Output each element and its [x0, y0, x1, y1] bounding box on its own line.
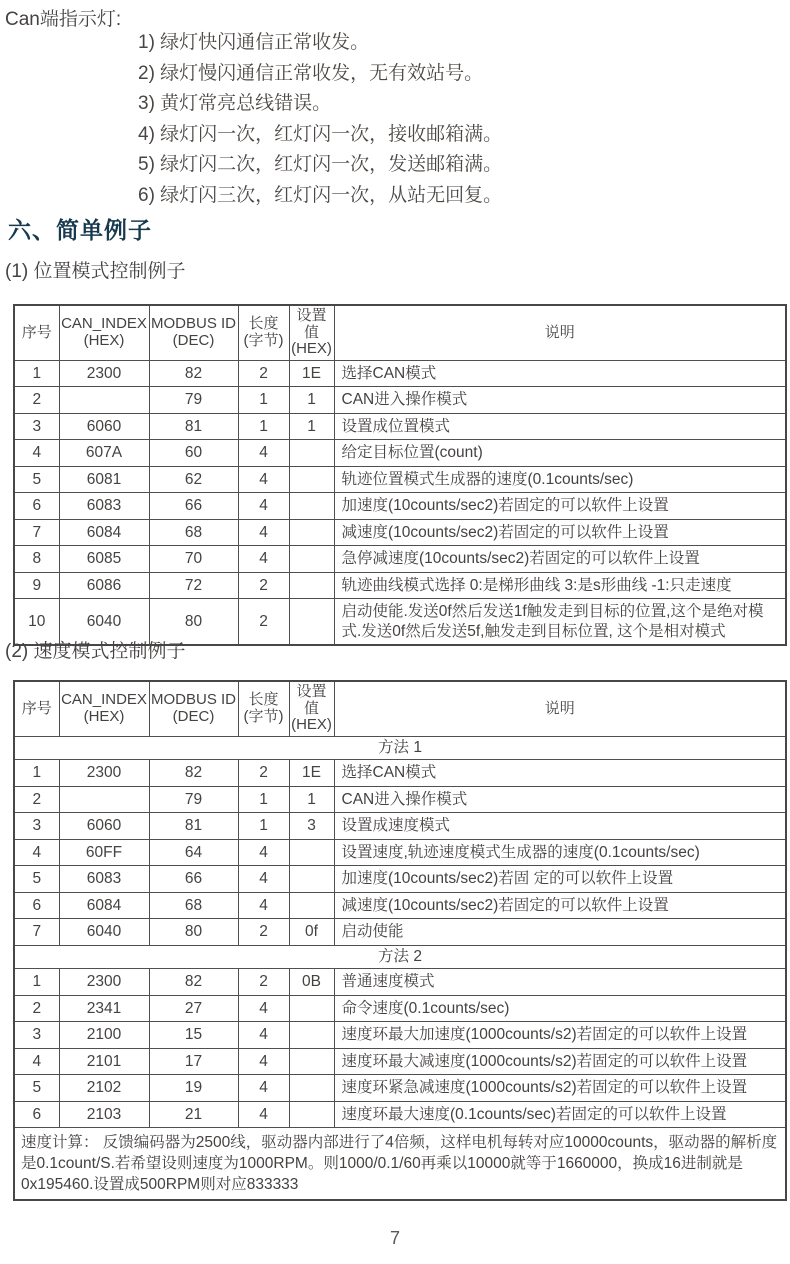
- table-cell: 2101: [59, 1048, 149, 1075]
- table-cell: 6084: [59, 519, 149, 546]
- table-cell: 68: [149, 519, 238, 546]
- table-cell: 0B: [289, 969, 334, 996]
- table-row: [14, 919, 786, 946]
- table-cell: 急停减速度(10counts/sec2)若固定的可以软件上设置: [334, 546, 786, 573]
- table-cell: 轨迹曲线模式选择 0:是梯形曲线 3:是s形曲线 -1:只走速度: [334, 572, 786, 599]
- table-cell: 2300: [59, 760, 149, 787]
- position-mode-table: [13, 304, 787, 646]
- table-cell: 7: [14, 919, 59, 946]
- table-cell: 15: [149, 1022, 238, 1049]
- header-seq: 序号: [14, 681, 59, 736]
- table-cell: 2100: [59, 1022, 149, 1049]
- list-item: 3) 黄灯常亮总线错误。: [138, 93, 332, 114]
- table-cell: [289, 572, 334, 599]
- table-cell: 1: [238, 413, 289, 440]
- table-cell: 6083: [59, 493, 149, 520]
- table-row: [14, 387, 786, 414]
- table-cell: 轨迹位置模式生成器的速度(0.1counts/sec): [334, 466, 786, 493]
- table-cell: 4: [238, 1101, 289, 1128]
- table-cell: [289, 599, 334, 646]
- table-cell: 1: [238, 387, 289, 414]
- example1-title: (1) 位置模式控制例子: [5, 261, 186, 282]
- table-row: [14, 1022, 786, 1049]
- table-row: [14, 413, 786, 440]
- table-cell: 4: [238, 892, 289, 919]
- header-description: 说明: [334, 305, 786, 360]
- table-cell: 6060: [59, 413, 149, 440]
- table-cell: 4: [238, 440, 289, 467]
- table-cell: 4: [238, 519, 289, 546]
- table-cell: 速度环最大加速度(1000counts/s2)若固定的可以软件上设置: [334, 1022, 786, 1049]
- table-cell: 4: [238, 1022, 289, 1049]
- table-cell: 1: [238, 786, 289, 813]
- table-cell: 80: [149, 599, 238, 646]
- table-cell: 速度环紧急减速度(1000counts/s2)若固定的可以软件上设置: [334, 1075, 786, 1102]
- table-cell: 1: [289, 786, 334, 813]
- table-cell: 设置成速度模式: [334, 813, 786, 840]
- table-cell: 4: [14, 1048, 59, 1075]
- table-cell: 2: [238, 969, 289, 996]
- header-description: 说明: [334, 681, 786, 736]
- table-row: [14, 839, 786, 866]
- table-cell: 6: [14, 892, 59, 919]
- page-number: 7: [389, 1228, 400, 1248]
- table-cell: [289, 1022, 334, 1049]
- table-cell: 3: [14, 413, 59, 440]
- table-cell: 21: [149, 1101, 238, 1128]
- table-cell: 66: [149, 493, 238, 520]
- table-cell: 60: [149, 440, 238, 467]
- table-cell: [289, 440, 334, 467]
- table-cell: 加速度(10counts/sec2)若固 定的可以软件上设置: [334, 866, 786, 893]
- table-cell: [289, 866, 334, 893]
- table-cell: 82: [149, 360, 238, 387]
- list-item: 4) 绿灯闪一次，红灯闪一次，接收邮箱满。: [138, 123, 503, 145]
- table-cell: 8: [14, 546, 59, 573]
- table-cell: 设置速度,轨迹速度模式生成器的速度(0.1counts/sec): [334, 839, 786, 866]
- table-cell: 81: [149, 413, 238, 440]
- table-cell: 6083: [59, 866, 149, 893]
- table-cell: 选择CAN模式: [334, 360, 786, 387]
- table-cell: 2: [238, 760, 289, 787]
- table-cell: 79: [149, 786, 238, 813]
- table-cell: 64: [149, 839, 238, 866]
- table-cell: 1E: [289, 360, 334, 387]
- table-cell: 4: [14, 440, 59, 467]
- table-cell: 27: [149, 995, 238, 1022]
- table-cell: [59, 387, 149, 414]
- table-cell: 5: [14, 466, 59, 493]
- table-cell: 4: [238, 493, 289, 520]
- table-cell: 4: [238, 995, 289, 1022]
- table-cell: [289, 546, 334, 573]
- table-cell: 82: [149, 760, 238, 787]
- table-row: [14, 866, 786, 893]
- table-row: [14, 360, 786, 387]
- table-cell: 79: [149, 387, 238, 414]
- table-cell: 66: [149, 866, 238, 893]
- table-cell: 2: [238, 360, 289, 387]
- table-row: [14, 1128, 786, 1201]
- table-cell: 6040: [59, 599, 149, 646]
- table-cell: 2341: [59, 995, 149, 1022]
- table-row: [14, 786, 786, 813]
- header-can-index: CAN_INDEX (HEX): [59, 681, 149, 736]
- table-cell: 2103: [59, 1101, 149, 1128]
- table-cell: 80: [149, 919, 238, 946]
- table-cell: 4: [238, 546, 289, 573]
- table-cell: 60FF: [59, 839, 149, 866]
- table-cell: CAN进入操作模式: [334, 786, 786, 813]
- table-cell: 4: [238, 866, 289, 893]
- table-row: [14, 945, 786, 969]
- table-cell: 3: [14, 1022, 59, 1049]
- table-row: [14, 736, 786, 760]
- table-cell: 72: [149, 572, 238, 599]
- table-cell: 6085: [59, 546, 149, 573]
- table-row: [14, 813, 786, 840]
- can-indicator-list: [138, 28, 502, 211]
- table-cell: 7: [14, 519, 59, 546]
- table-cell: [289, 1075, 334, 1102]
- table-cell: [289, 892, 334, 919]
- table-cell: 4: [238, 839, 289, 866]
- table-cell: 6: [14, 493, 59, 520]
- table-cell: 2: [14, 786, 59, 813]
- table-cell: 3: [289, 813, 334, 840]
- table-cell: 2: [238, 599, 289, 646]
- table-cell: 普通速度模式: [334, 969, 786, 996]
- table-cell: 70: [149, 546, 238, 573]
- header-seq: 序号: [14, 305, 59, 360]
- table-cell: 启动使能.发送0f然后发送1f触发走到目标的位置,这个是绝对模式.发送0f然后发送5f,触发走到目标位置, 这个是相对模式: [334, 599, 786, 646]
- table-row: [14, 1075, 786, 1102]
- table-cell: 4: [14, 839, 59, 866]
- table-cell: 加速度(10counts/sec2)若固定的可以软件上设置: [334, 493, 786, 520]
- table-cell: 启动使能: [334, 919, 786, 946]
- table-cell: 81: [149, 813, 238, 840]
- table-cell: 2: [14, 387, 59, 414]
- table-cell: 1: [289, 387, 334, 414]
- table-cell: 减速度(10counts/sec2)若固定的可以软件上设置: [334, 892, 786, 919]
- table-cell: [289, 995, 334, 1022]
- table-cell: 10: [14, 599, 59, 646]
- table-row: [14, 572, 786, 599]
- speed-mode-table: [13, 680, 787, 1201]
- table-row: [14, 760, 786, 787]
- method-section-row: 方法 1: [14, 736, 786, 760]
- table-cell: 设置成位置模式: [334, 413, 786, 440]
- table-cell: 0f: [289, 919, 334, 946]
- header-length: 长度 (字节): [238, 305, 289, 360]
- table-cell: 62: [149, 466, 238, 493]
- table-cell: [289, 1048, 334, 1075]
- list-item: 5) 绿灯闪二次，红灯闪一次，发送邮箱满。: [138, 154, 503, 175]
- table-cell: 68: [149, 892, 238, 919]
- header-set-value: 设置值 (HEX): [289, 681, 334, 736]
- table-row: [14, 1101, 786, 1128]
- table-cell: [289, 493, 334, 520]
- speed-calculation-note: 速度计算： 反馈编码器为2500线，驱动器内部进行了4倍频，这样电机每转对应10000counts，驱动器的解析度是0.1count/S.若希望设则速度为1000RPM。则1000/0.1/60再乘以10000就等于1660000，换成16进制就是0x195460.设置成500RPM则对应833333: [14, 1128, 786, 1201]
- speed-mode-table-wrap: [13, 680, 787, 1201]
- table-cell: 3: [14, 813, 59, 840]
- table-cell: 2: [14, 995, 59, 1022]
- table-cell: [289, 1101, 334, 1128]
- table-row: [14, 466, 786, 493]
- table-cell: 6081: [59, 466, 149, 493]
- table-row: [14, 440, 786, 467]
- position-mode-table-wrap: [13, 304, 787, 646]
- table-cell: [289, 466, 334, 493]
- list-item: 1) 绿灯快闪通信正常收发。: [138, 32, 370, 53]
- can-indicator-title: Can端指示灯:: [5, 9, 122, 30]
- table-row: [14, 546, 786, 573]
- table-cell: [289, 519, 334, 546]
- table-header-row: [14, 681, 786, 736]
- table-cell: 6: [14, 1101, 59, 1128]
- section-heading: 六、简单例子: [8, 217, 152, 243]
- table-cell: 4: [238, 466, 289, 493]
- table-cell: 1: [14, 760, 59, 787]
- table-cell: CAN进入操作模式: [334, 387, 786, 414]
- table-cell: 2: [238, 919, 289, 946]
- table-cell: 17: [149, 1048, 238, 1075]
- table-row: [14, 519, 786, 546]
- header-set-value: 设置值 (HEX): [289, 305, 334, 360]
- table-cell: 2300: [59, 360, 149, 387]
- table-cell: 6040: [59, 919, 149, 946]
- table-cell: 1E: [289, 760, 334, 787]
- table-cell: 9: [14, 572, 59, 599]
- table-cell: [59, 786, 149, 813]
- table-cell: 1: [14, 969, 59, 996]
- table-cell: 1: [238, 813, 289, 840]
- header-can-index: CAN_INDEX (HEX): [59, 305, 149, 360]
- table-row: [14, 969, 786, 996]
- method-section-row: 方法 2: [14, 945, 786, 969]
- table-cell: 5: [14, 1075, 59, 1102]
- table-cell: 给定目标位置(count): [334, 440, 786, 467]
- table-cell: 减速度(10counts/sec2)若固定的可以软件上设置: [334, 519, 786, 546]
- table-cell: 1: [289, 413, 334, 440]
- list-item: 2) 绿灯慢闪通信正常收发，无有效站号。: [138, 62, 484, 84]
- table-row: [14, 1048, 786, 1075]
- header-length: 长度 (字节): [238, 681, 289, 736]
- example2-title: (2) 速度模式控制例子: [5, 641, 186, 662]
- table-header-row: [14, 305, 786, 360]
- header-modbus-id: MODBUS ID (DEC): [149, 681, 238, 736]
- table-row: [14, 995, 786, 1022]
- table-cell: [289, 839, 334, 866]
- table-cell: 速度环最大速度(0.1counts/sec)若固定的可以软件上设置: [334, 1101, 786, 1128]
- table-cell: 2: [238, 572, 289, 599]
- table-cell: 2300: [59, 969, 149, 996]
- table-row: [14, 892, 786, 919]
- table-cell: 19: [149, 1075, 238, 1102]
- table-cell: 2102: [59, 1075, 149, 1102]
- table-cell: 82: [149, 969, 238, 996]
- table-cell: 6086: [59, 572, 149, 599]
- table-cell: 4: [238, 1048, 289, 1075]
- header-modbus-id: MODBUS ID (DEC): [149, 305, 238, 360]
- table-cell: 607A: [59, 440, 149, 467]
- list-item: 6) 绿灯闪三次，红灯闪一次，从站无回复。: [138, 184, 503, 206]
- table-cell: 6060: [59, 813, 149, 840]
- table-row: [14, 493, 786, 520]
- table-cell: 5: [14, 866, 59, 893]
- table-cell: 4: [238, 1075, 289, 1102]
- table-cell: 选择CAN模式: [334, 760, 786, 787]
- table-cell: 6084: [59, 892, 149, 919]
- table-cell: 速度环最大减速度(1000counts/s2)若固定的可以软件上设置: [334, 1048, 786, 1075]
- table-cell: 1: [14, 360, 59, 387]
- table-cell: 命令速度(0.1counts/sec): [334, 995, 786, 1022]
